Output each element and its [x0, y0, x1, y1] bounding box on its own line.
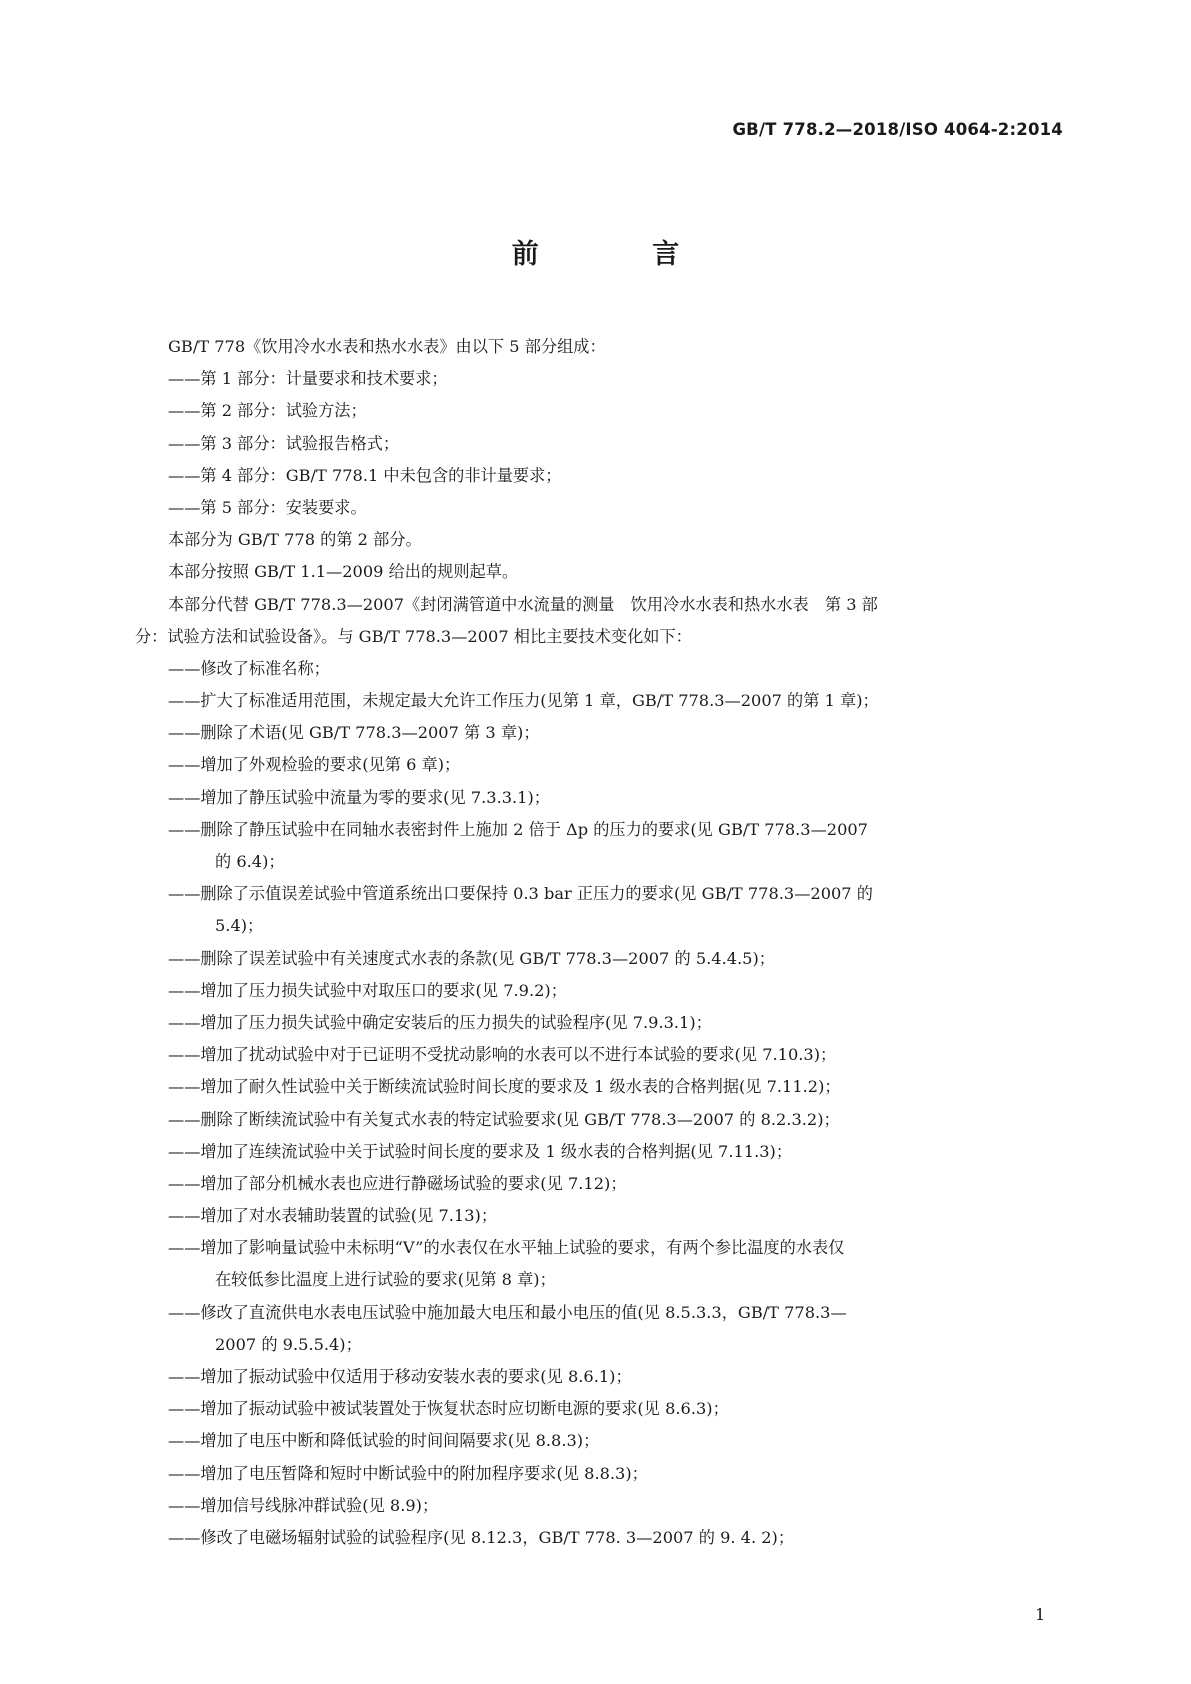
paragraph-cont: 分：试验方法和试验设备》。与 GB/T 778.3—2007 相比主要技术变化如下：: [135, 626, 692, 646]
page-number: 1: [1035, 1605, 1046, 1624]
list-item: ——扩大了标准适用范围，未规定最大允许工作压力(见第 1 章，GB/T 778.3—2007 的第 1 章)；: [168, 691, 879, 711]
list-item: ——修改了标准名称；: [168, 658, 330, 678]
list-item-cont: 2007 的 9.5.5.4)；: [215, 1334, 362, 1354]
foreword-body: [135, 331, 1064, 1554]
list-item: ——删除了术语(见 GB/T 778.3—2007 第 3 章)；: [168, 723, 540, 743]
list-item: ——删除了静压试验中在同轴水表密封件上施加 2 倍于 Δp 的压力的要求(见 GB/T 778.3—2007: [168, 819, 868, 839]
list-item: ——增加了连续流试验中关于试验时间长度的要求及 1 级水表的合格判据(见 7.11.3)；: [168, 1141, 793, 1161]
paragraph: 本部分为 GB/T 778 的第 2 部分。: [168, 530, 422, 550]
list-item: ——增加了扰动试验中对于已证明不受扰动影响的水表可以不进行本试验的要求(见 7.10.3)；: [168, 1045, 837, 1065]
list-item-cont: 5.4)；: [215, 916, 264, 936]
paragraph: 本部分代替 GB/T 778.3—2007《封闭满管道中水流量的测量 饮用冷水水表和热水水表 第 3 部: [168, 594, 878, 614]
list-item: ——增加了电压中断和降低试验的时间间隔要求(见 8.8.3)；: [168, 1431, 600, 1451]
list-item: ——增加了压力损失试验中确定安装后的压力损失的试验程序(见 7.9.3.1)；: [168, 1012, 712, 1032]
list-item: ——第 4 部分：GB/T 778.1 中未包含的非计量要求；: [168, 465, 562, 485]
list-item: ——增加了压力损失试验中对取压口的要求(见 7.9.2)；: [168, 980, 567, 1000]
list-item: ——第 1 部分：计量要求和技术要求；: [168, 369, 448, 389]
list-item: ——删除了误差试验中有关速度式水表的条款(见 GB/T 778.3—2007 的 5.4.4.5)；: [168, 948, 775, 968]
list-item: ——增加了静压试验中流量为零的要求(见 7.3.3.1)；: [168, 787, 550, 807]
list-item-cont: 的 6.4)；: [215, 852, 285, 871]
list-item: ——修改了电磁场辐射试验的试验程序(见 8.12.3，GB/T 778. 3—2007 的 9. 4. 2)；: [168, 1527, 795, 1547]
list-item: ——增加了部分机械水表也应进行静磁场试验的要求(见 7.12)；: [168, 1173, 627, 1193]
list-item: ——增加了振动试验中仅适用于移动安装水表的要求(见 8.6.1)；: [168, 1367, 632, 1386]
list-item: ——增加信号线脉冲群试验(见 8.9)；: [168, 1495, 439, 1515]
page-title: 前 言: [511, 239, 732, 270]
list-item: ——增加了对水表辅助装置的试验(见 7.13)；: [168, 1206, 498, 1226]
list-item: ——删除了示值误差试验中管道系统出口要保持 0.3 bar 正压力的要求(见 GB/T 778.3—2007 的: [168, 884, 873, 904]
list-item: ——第 5 部分：安装要求。: [168, 497, 367, 517]
list-item: ——增加了影响量试验中未标明“V”的水表仅在水平轴上试验的要求，有两个参比温度的水表仅: [168, 1238, 845, 1258]
list-item: ——第 2 部分：试验方法；: [168, 401, 367, 421]
list-item: ——第 3 部分：试验报告格式；: [168, 433, 400, 453]
list-item: ——删除了断续流试验中有关复式水表的特定试验要求(见 GB/T 778.3—2007 的 8.2.3.2)；: [168, 1109, 840, 1129]
list-item: ——增加了振动试验中被试装置处于恢复状态时应切断电源的要求(见 8.6.3)；: [168, 1399, 729, 1419]
list-item-cont: 在较低参比温度上进行试验的要求(见第 8 章)；: [215, 1270, 556, 1290]
list-item: ——增加了外观检验的要求(见第 6 章)；: [168, 755, 461, 775]
intro-paragraph: GB/T 778《饮用冷水水表和热水水表》由以下 5 部分组成：: [168, 337, 606, 356]
list-item: ——增加了电压暂降和短时中断试验中的附加程序要求(见 8.8.3)；: [168, 1463, 648, 1483]
standard-code: GB/T 778.2—2018/ISO 4064-2:2014: [732, 120, 1063, 139]
paragraph: 本部分按照 GB/T 1.1—2009 给出的规则起草。: [168, 562, 519, 582]
list-item: ——增加了耐久性试验中关于断续流试验时间长度的要求及 1 级水表的合格判据(见 7.11.2)；: [168, 1077, 841, 1097]
list-item: ——修改了直流供电水表电压试验中施加最大电压和最小电压的值(见 8.5.3.3，GB/T 778.3—: [168, 1302, 847, 1322]
